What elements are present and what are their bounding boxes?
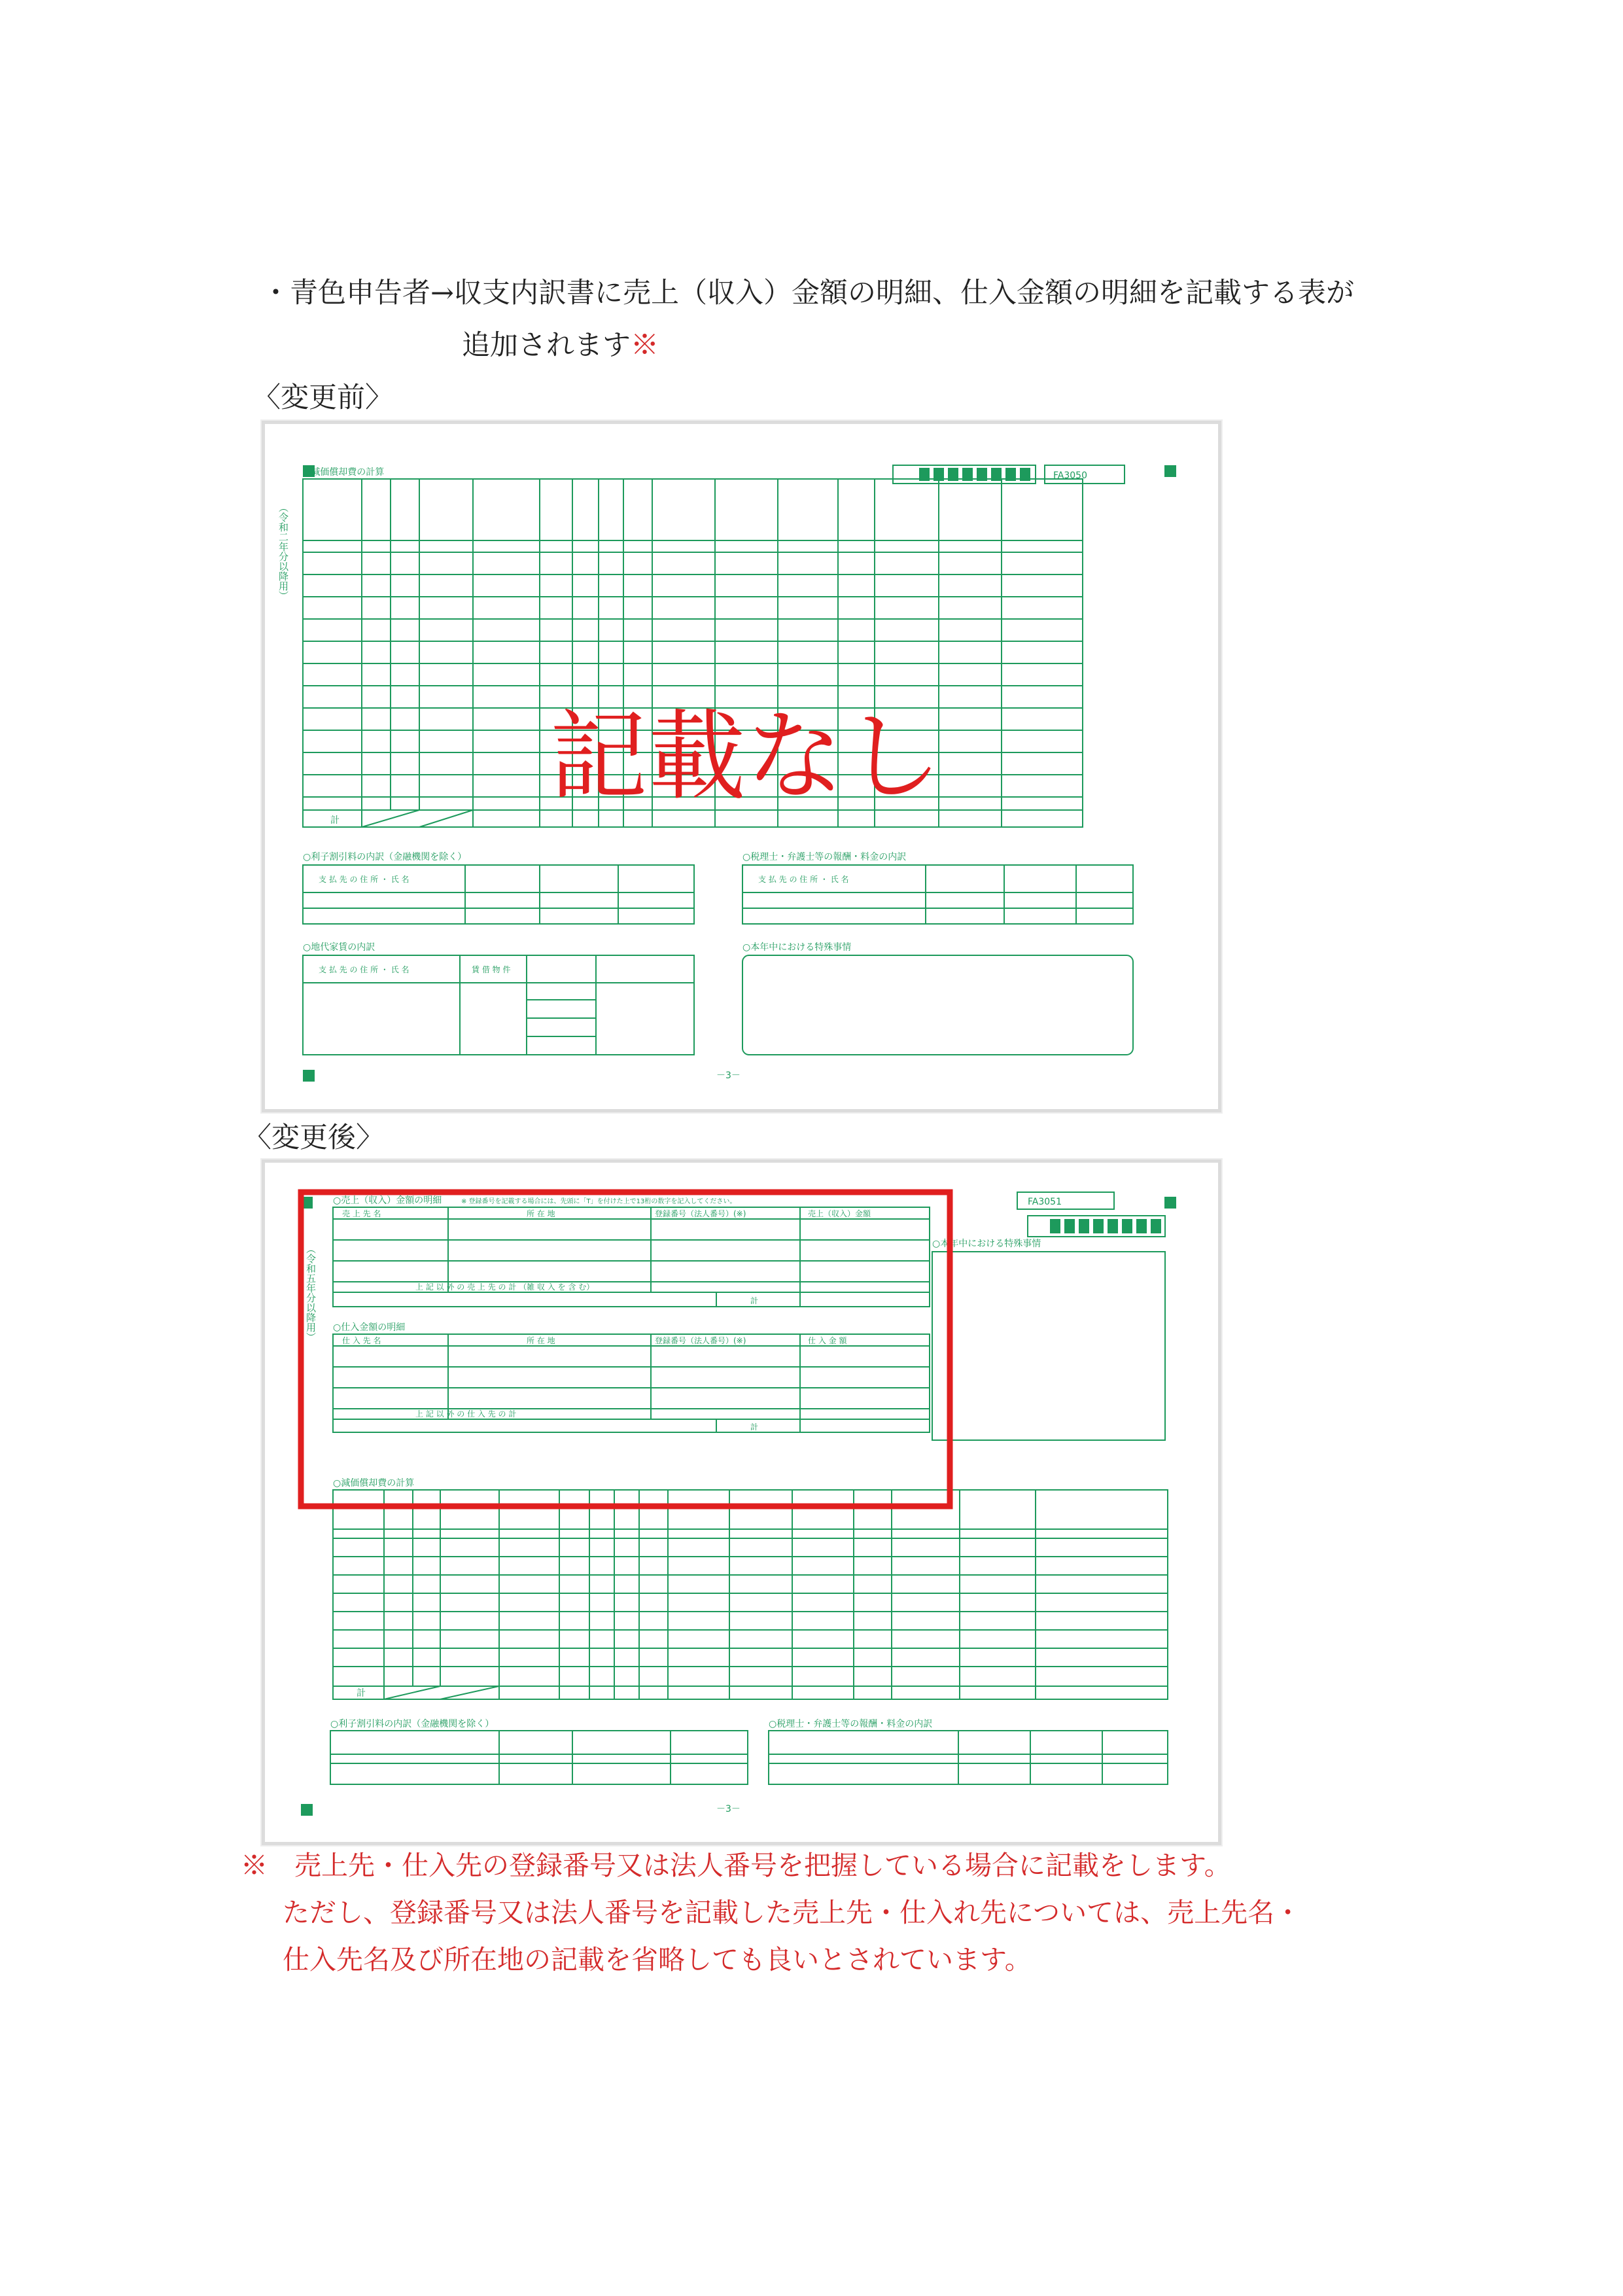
intro-line-2: 追加されます <box>462 329 631 362</box>
footnote-line-2: ただし、登録番号又は法人番号を記載した売上先・仕入れ先については、売上先名・ <box>283 1897 1302 1928</box>
page-number: －3－ <box>716 1070 741 1081</box>
section-sales: ○売上（収入）金額の明細 <box>333 1195 442 1206</box>
depreciation-total-label: 計 <box>357 1688 366 1699</box>
section-purchase: ○仕入金額の明細 <box>333 1322 406 1333</box>
sales-col-name: 売 上 先 名 <box>342 1209 381 1218</box>
col-property: 賃 借 物 件 <box>472 965 511 974</box>
before-heading: 〈変更前〉 <box>253 381 393 414</box>
form-code: FA3050 <box>1053 470 1087 481</box>
col-payee: 支 払 先 の 住 所 ・ 氏 名 <box>319 965 410 974</box>
sales-other-total: 上 記 以 外 の 売 上 先 の 計 （雑 収 入 を 含 む） <box>415 1282 595 1292</box>
section-tax-fee: ○税理士・弁護士等の報酬・料金の内訳 <box>769 1719 933 1729</box>
form-code: FA3051 <box>1028 1197 1062 1207</box>
purchase-other-total: 上 記 以 外 の 仕 入 先 の 計 <box>415 1409 517 1419</box>
form-before-drawing <box>265 424 1218 1109</box>
sales-col-address: 所 在 地 <box>527 1209 555 1218</box>
era-label: （令和五年分以降用） <box>305 1244 317 1342</box>
form-before <box>262 421 1221 1112</box>
section-interest: ○利子割引料の内訳（金融機関を除く） <box>303 852 467 862</box>
reference-mark: ※ <box>631 329 659 362</box>
section-special: ○本年中における特殊事情 <box>742 942 852 953</box>
purchase-col-name: 仕 入 先 名 <box>342 1336 381 1345</box>
intro-line-1: ・青色申告者→収支内訳書に売上（収入）金額の明細、仕入金額の明細を記載する表が <box>262 277 1355 309</box>
era-label: （令和二年分以降用） <box>277 503 289 601</box>
intro-text <box>262 267 1354 372</box>
section-sales-note: ※ 登録番号を記載する場合には、先頭に「T」を付けた上で13桁の数字を記入してください。 <box>461 1198 737 1205</box>
total-label: 計 <box>330 815 340 826</box>
after-heading: 〈変更後〉 <box>243 1122 384 1154</box>
col-payee: 支 払 先 の 住 所 ・ 氏 名 <box>319 875 410 884</box>
purchase-col-address: 所 在 地 <box>527 1336 555 1345</box>
form-after <box>262 1159 1221 1845</box>
sales-total-label: 計 <box>750 1296 759 1305</box>
purchase-col-regno: 登録番号（法人番号）(※) <box>655 1336 746 1345</box>
section-interest: ○利子割引料の内訳（金融機関を除く） <box>330 1719 495 1729</box>
form-after-drawing <box>265 1163 1218 1842</box>
no-entry-stamp: 記載なし <box>550 700 943 814</box>
footnote-line-1: ※ 売上先・仕入先の登録番号又は法人番号を把握している場合に記載をします。 <box>241 1850 1231 1881</box>
purchase-col-amount: 仕 入 金 額 <box>808 1336 847 1345</box>
sales-col-amount: 売上（収入）金額 <box>808 1209 871 1218</box>
footnote-line-3: 仕入先名及び所在地の記載を省略しても良いとされています。 <box>283 1944 1032 1975</box>
section-rent: ○地代家賃の内訳 <box>303 942 375 953</box>
col-payee: 支 払 先 の 住 所 ・ 氏 名 <box>758 875 849 884</box>
purchase-total-label: 計 <box>750 1422 759 1432</box>
page-number: －3－ <box>716 1804 741 1814</box>
footnote <box>241 1842 1301 1983</box>
section-special: ○本年中における特殊事情 <box>932 1239 1041 1249</box>
section-tax-fee: ○税理士・弁護士等の報酬・料金の内訳 <box>742 852 907 862</box>
sales-col-regno: 登録番号（法人番号）(※) <box>655 1209 746 1218</box>
section-depreciation: ○減価償却費の計算 <box>303 467 385 478</box>
section-depreciation: ○減価償却費の計算 <box>333 1478 415 1489</box>
